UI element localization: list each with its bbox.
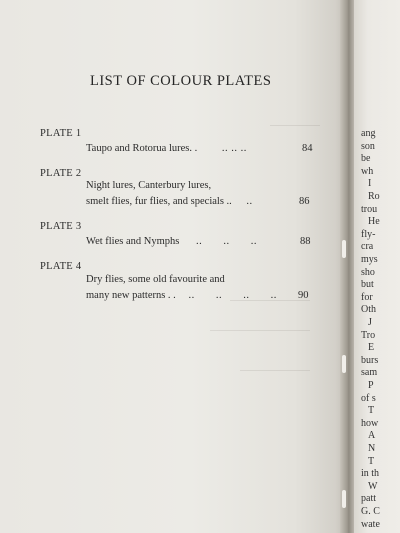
right-page-text-fragment: fly-: [361, 228, 376, 240]
binding-stitch: [342, 490, 346, 508]
page-number: 88: [300, 236, 311, 247]
right-page-text-fragment: T: [368, 405, 375, 417]
plate-description: [86, 236, 316, 247]
right-page-text-fragment: but: [361, 279, 374, 291]
plate-description: Night lures, Canterbury lures,: [86, 180, 212, 191]
bleed-through: [270, 125, 320, 126]
right-page-text-fragment: patt: [361, 493, 376, 505]
right-page-text-fragment: sam: [361, 367, 378, 379]
plate-description-text: many new patterns . .: [86, 290, 176, 301]
right-page: [354, 0, 400, 533]
right-page-text-fragment: Tro: [361, 329, 376, 341]
right-page-text-fragment: mys: [361, 254, 378, 265]
leader-dots: .. .. ..: [221, 143, 247, 154]
bleed-through: [210, 330, 310, 331]
binding-stitch: [342, 240, 346, 258]
plate-heading: PLATE 3: [40, 221, 82, 232]
page-number: 90: [298, 290, 309, 301]
right-page-text-fragment: in th: [361, 468, 380, 480]
right-page-text-fragment: trou: [361, 203, 378, 215]
right-page-text-fragment: He: [368, 216, 380, 228]
right-page-text-fragment: J: [368, 317, 372, 328]
plate-description-text: smelt flies, fur flies, and specials ..: [86, 196, 232, 207]
page-number: 84: [302, 143, 313, 154]
page-number: 86: [299, 196, 310, 207]
right-page-text-fragment: I: [368, 178, 372, 190]
plate-description: [86, 143, 316, 154]
right-page-text-fragment: be: [361, 153, 371, 165]
plate-heading: PLATE 4: [40, 261, 82, 272]
right-page-text-fragment: P: [368, 380, 374, 391]
right-page-text-fragment: cra: [361, 241, 374, 253]
right-page-text-fragment: W: [368, 480, 378, 492]
leader-dots: ..: [246, 196, 253, 207]
right-page-text-fragment: G. C: [361, 506, 380, 517]
right-page-text-fragment: son: [361, 140, 375, 152]
right-page-text-fragment: for: [361, 291, 373, 303]
right-page-text-fragment: E: [368, 342, 375, 354]
right-page-text-fragment: T: [368, 455, 375, 467]
plate-description-text: Wet flies and Nymphs: [86, 236, 180, 247]
right-page-text-fragment: ang: [361, 128, 376, 139]
right-page-text-fragment: A: [368, 430, 376, 442]
plate-heading: PLATE 1: [40, 128, 82, 139]
right-page-text-fragment: Oth: [361, 304, 376, 316]
plate-heading: PLATE 2: [40, 168, 82, 179]
binding-stitch: [342, 355, 346, 373]
plate-description: Dry flies, some old favourite and: [86, 274, 225, 285]
leader-dots: .. .. ..: [195, 236, 257, 247]
right-page-text-fragment: sho: [361, 266, 375, 278]
plate-description: [86, 290, 316, 301]
plate-description-text: Taupo and Rotorua lures. .: [86, 143, 198, 154]
right-page-text-fragment: how: [361, 417, 379, 429]
right-page-text-fragment: wh: [361, 165, 374, 177]
right-page-text-fragment: wate: [361, 518, 380, 530]
plate-description: [86, 196, 316, 207]
leader-dots: .. .. .. ..: [188, 290, 277, 301]
right-page-text-fragment: N: [368, 443, 376, 454]
right-page-text-fragment: Ro: [368, 191, 380, 202]
right-page-text-fragment: of s: [361, 392, 376, 404]
right-page-text-fragment: burs: [361, 354, 379, 366]
bleed-through: [240, 370, 310, 371]
page-title: LIST OF COLOUR PLATES: [90, 73, 272, 89]
